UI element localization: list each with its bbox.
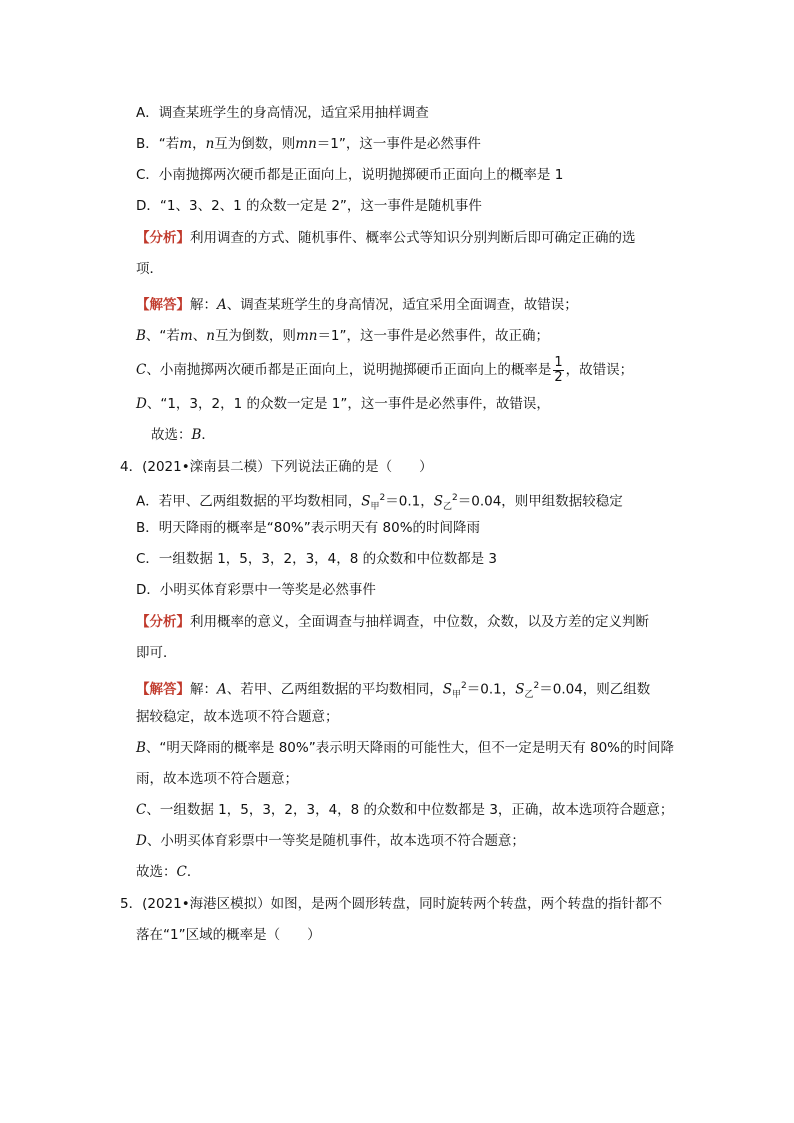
fraction-one-half: [553, 356, 563, 385]
text: ＝0.04，则乙组数: [539, 681, 651, 698]
q4-answer-b: [136, 738, 674, 758]
option-letter: B: [136, 740, 146, 756]
text: 、“若: [145, 328, 180, 344]
text: 解：: [190, 681, 217, 698]
text: 、“明天降雨的概率是 80%”表示明天降雨的可能性大，但不一定是明天有 80%的时间降: [145, 740, 675, 756]
text: 、一组数据 1，5，3，2，3，4，8 的众数和中位数都是 3，正确，故本选项符合题意；: [146, 802, 674, 818]
text: ＝1”，这一事件是必然事件，故正确；: [317, 328, 550, 344]
var-s: S: [361, 493, 371, 510]
text: 故选：: [136, 864, 177, 880]
text: 互为倒数，则: [214, 136, 296, 152]
answer-letter: B: [191, 427, 202, 443]
var-s: S: [433, 493, 443, 510]
q4-answer-a: [136, 676, 650, 705]
var-n: n: [206, 328, 215, 344]
var-s: S: [442, 681, 452, 698]
fraction-denominator: 2: [554, 369, 563, 385]
q5-stem-cont: 落在“1”区域的概率是（ ）: [136, 927, 321, 943]
superscript: 2: [452, 493, 458, 503]
var-mn: mn: [295, 136, 317, 152]
subscript: 甲: [452, 690, 462, 701]
text: 、: [192, 328, 207, 344]
subscript: 乙: [524, 690, 534, 701]
q3-choose: [151, 425, 215, 445]
text: A．若甲、乙两组数据的平均数相同，: [136, 493, 362, 510]
option-letter: C: [136, 362, 147, 378]
q4-answer-a-cont: 据较稳定，故本选项不符合题意；: [136, 709, 339, 725]
text: ＝1”，这一事件是必然事件: [316, 136, 481, 152]
text: B．“若: [136, 136, 180, 152]
text: 解：: [190, 297, 217, 313]
q3-option-b: [136, 134, 481, 154]
var-s: S: [515, 681, 525, 698]
text: 、小明买体育彩票中一等奖是随机事件，故本选项不符合题意；: [146, 833, 525, 849]
q4-choose: [136, 862, 200, 882]
text: ．: [186, 864, 201, 880]
text: 、“1，3，2，1 的众数一定是 1”，这一事件是必然事件，故错误，: [146, 396, 550, 412]
analysis-text: 利用概率的意义，全面调查与抽样调查，中位数，众数，以及方差的定义判断: [190, 614, 649, 630]
superscript: 2: [461, 681, 467, 691]
text: ，故错误；: [565, 362, 634, 378]
q3-analysis: [136, 228, 636, 248]
q4-option-d: D．小明买体育彩票中一等奖是必然事件: [136, 582, 376, 598]
text: ＝0.1，: [385, 493, 434, 510]
q3-answer-b: [136, 326, 549, 346]
q3-answer-a: [136, 295, 578, 315]
option-letter: D: [136, 833, 147, 849]
q4-answer-b-cont: 雨，故本选项不符合题意；: [136, 771, 298, 787]
q3-analysis-cont: 项．: [136, 261, 163, 277]
q3-answer-d: [136, 394, 550, 414]
text: 、调查某班学生的身高情况，适宜采用全面调查，故错误；: [226, 297, 578, 313]
q4-option-c: C．一组数据 1，5，3，2，3，4，8 的众数和中位数都是 3: [136, 551, 498, 567]
superscript: 2: [533, 681, 540, 691]
analysis-text: 利用调查的方式、随机事件、概率公式等知识分别判断后即可确定正确的选: [190, 230, 636, 246]
analysis-tag: 【分析】: [136, 230, 190, 246]
q3-answer-c: [136, 355, 633, 385]
option-letter: A: [217, 297, 227, 313]
text: 故选：: [151, 427, 192, 443]
q4-analysis-cont: 即可．: [136, 645, 177, 661]
var-m: m: [179, 136, 193, 152]
q4-analysis: [136, 612, 649, 632]
q5-stem: 5．(2021•海港区模拟）如图，是两个圆形转盘，同时旋转两个转盘，两个转盘的指针都不: [120, 896, 663, 912]
subscript: 乙: [442, 502, 452, 513]
answer-tag: 【解答】: [136, 681, 190, 698]
text: 互为倒数，则: [214, 328, 296, 344]
text: ＝0.1，: [466, 681, 516, 698]
q3-option-a: A．调查某班学生的身高情况，适宜采用抽样调查: [136, 105, 429, 121]
fraction-numerator: 1: [554, 354, 563, 370]
text: 、若甲、乙两组数据的平均数相同，: [226, 681, 443, 698]
q3-option-d: D．“1、3、2、1 的众数一定是 2”，这一事件是随机事件: [136, 198, 482, 214]
option-letter: D: [136, 396, 147, 412]
option-letter: C: [136, 802, 147, 818]
q4-option-b: B．明天降雨的概率是“80%”表示明天有 80%的时间降雨: [136, 520, 481, 536]
analysis-tag: 【分析】: [136, 614, 190, 630]
q3-option-c: C．小南抛掷两次硬币都是正面向上，说明抛掷硬币正面向上的概率是 1: [136, 167, 564, 183]
q4-answer-c: [136, 800, 673, 820]
answer-letter: C: [176, 864, 187, 880]
q4-option-a: [136, 488, 623, 517]
text: ＝0.04，则甲组数据较稳定: [457, 493, 623, 510]
var-mn: mn: [295, 328, 318, 344]
q4-answer-d: [136, 831, 525, 851]
option-letter: B: [136, 328, 146, 344]
answer-tag: 【解答】: [136, 297, 190, 313]
var-n: n: [205, 136, 215, 152]
superscript: 2: [379, 493, 386, 503]
text: ．: [201, 427, 215, 443]
q4-stem: 4．(2021•滦南县二模）下列说法正确的是（ ）: [120, 459, 433, 475]
subscript: 甲: [370, 502, 380, 513]
option-letter: A: [217, 681, 227, 698]
var-m: m: [179, 328, 193, 344]
text: ，: [192, 136, 206, 152]
text: 、小南抛掷两次硬币都是正面向上，说明抛掷硬币正面向上的概率是: [146, 362, 552, 378]
